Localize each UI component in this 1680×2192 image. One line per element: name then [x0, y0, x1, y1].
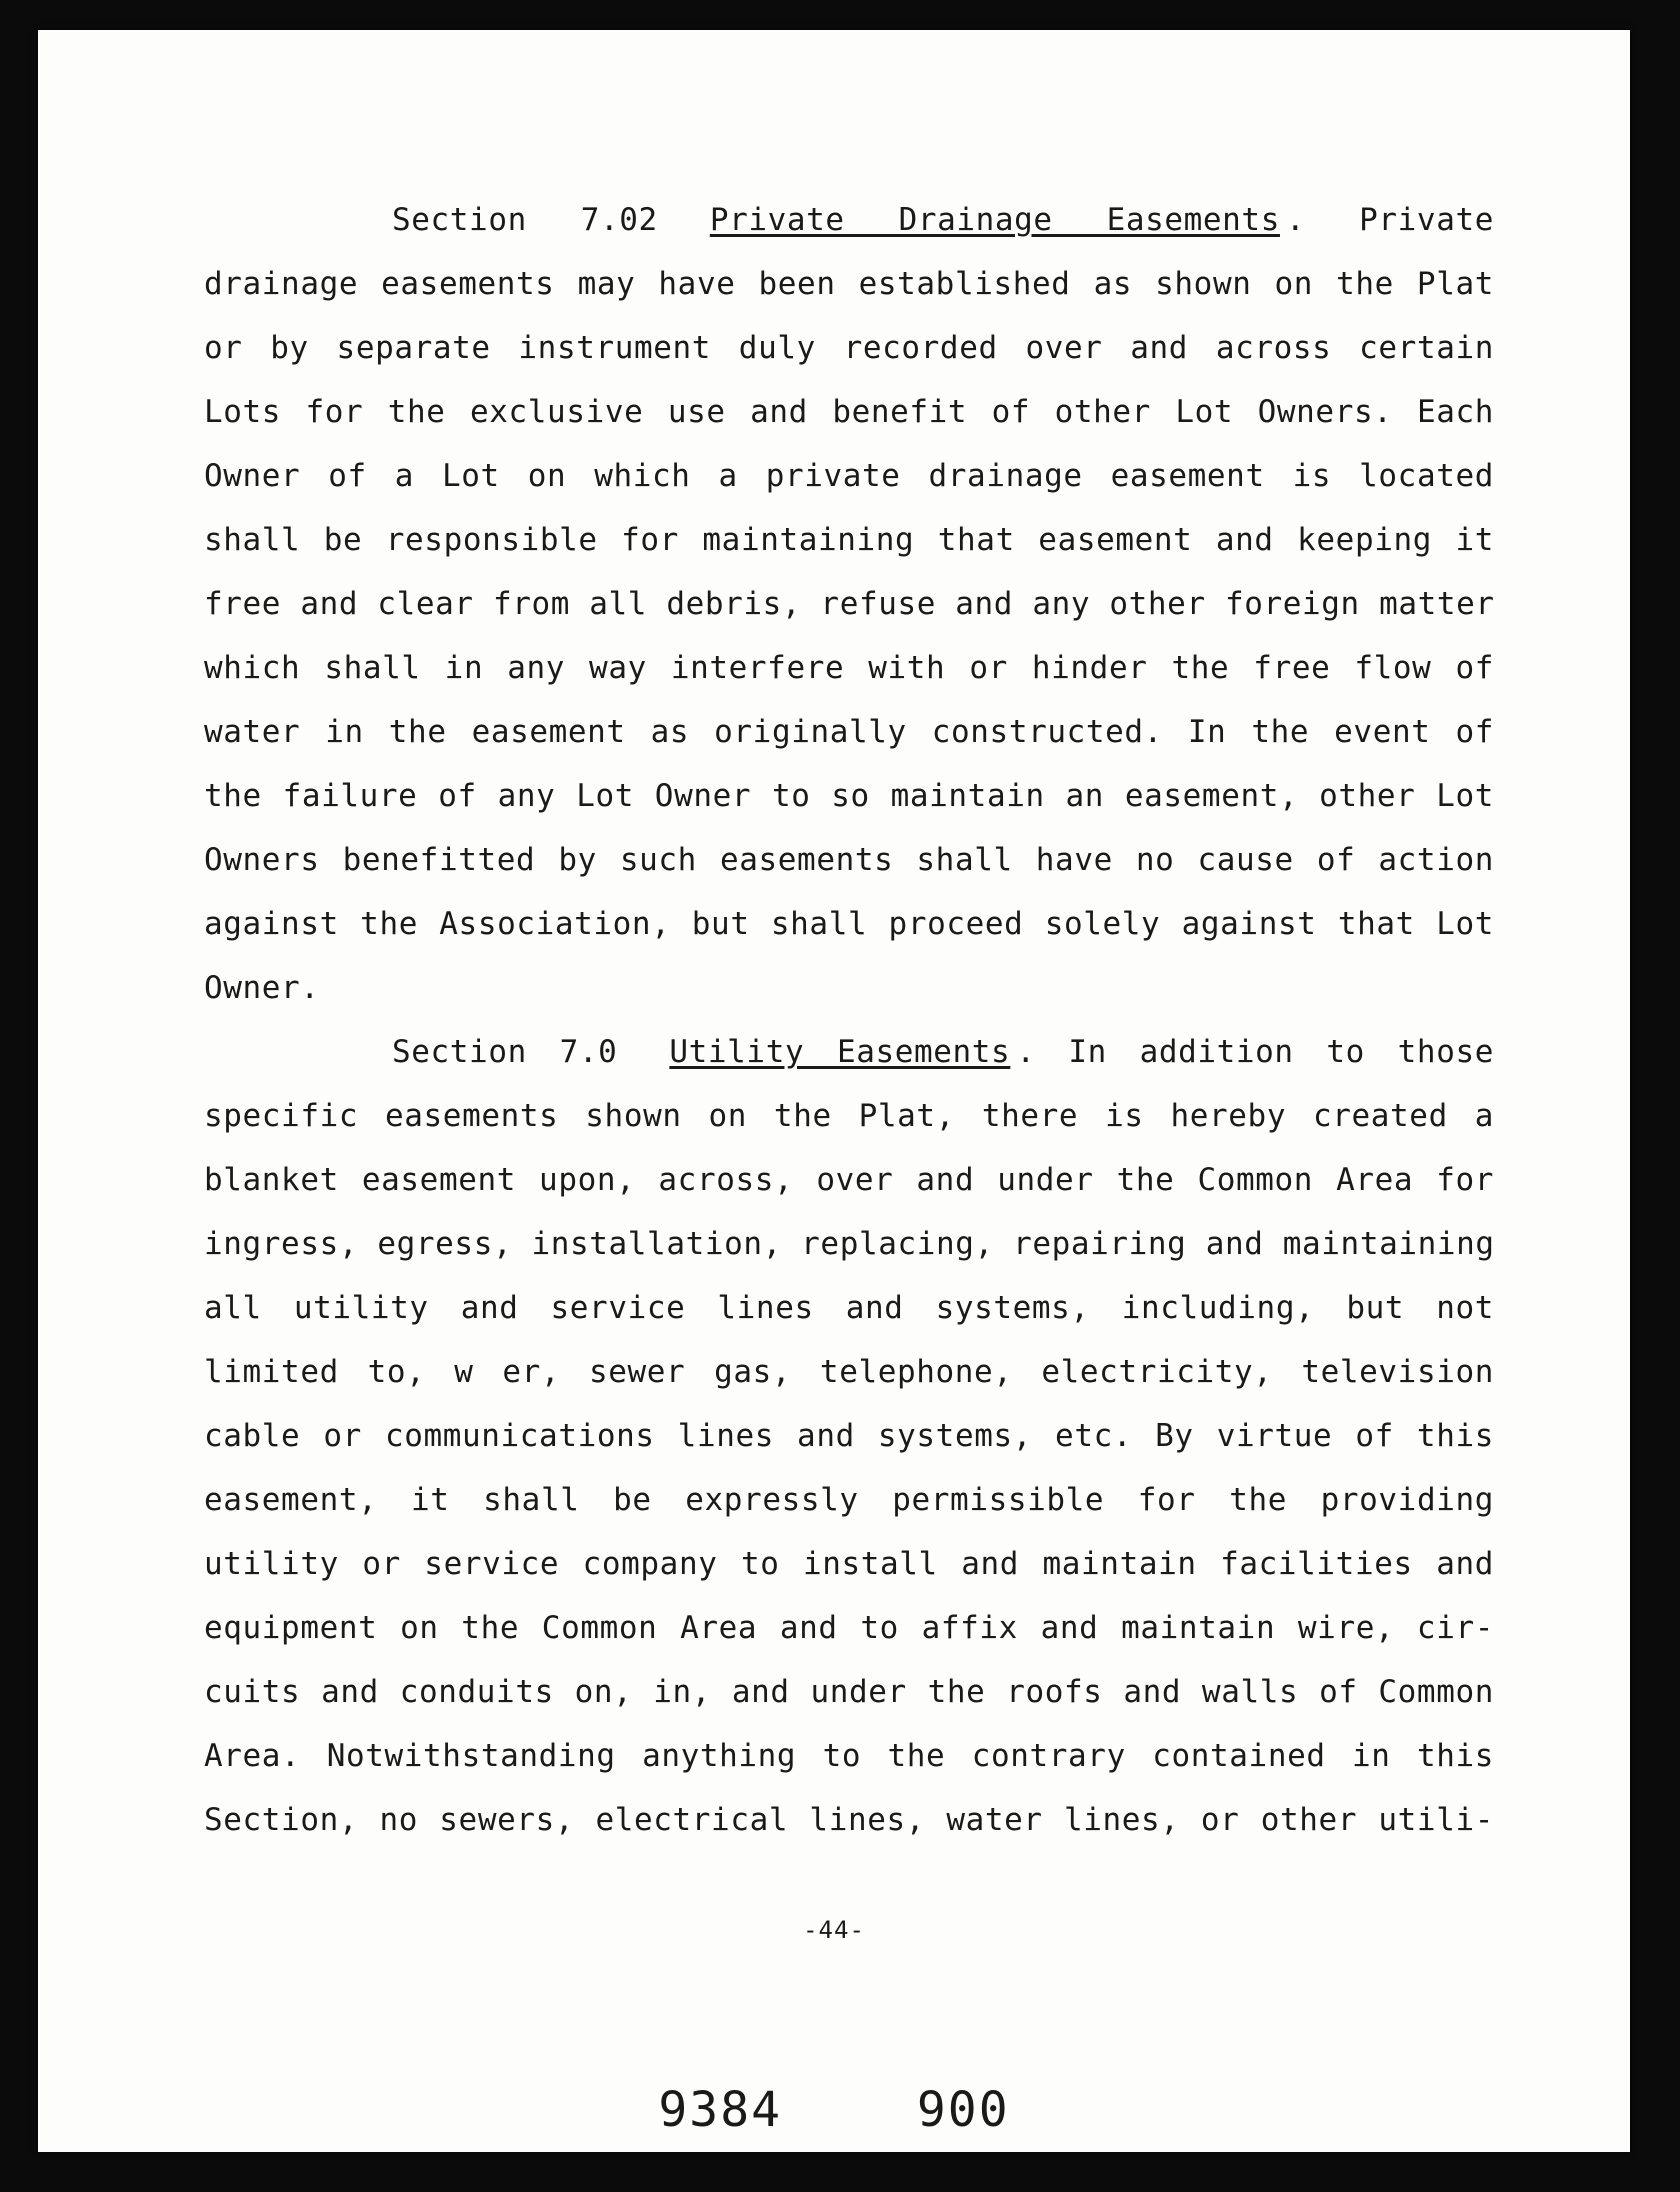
body-text — [204, 188, 1494, 1852]
paragraph-line: Owners benefitted by such easements shall have no cause of action — [204, 842, 1494, 878]
paragraph-line: Section, no sewers, electrical lines, water lines, or other utili- — [204, 1802, 1494, 1838]
page-number: -44- — [803, 1916, 865, 1944]
document-page — [38, 30, 1630, 2152]
doc-number-left: 9384 — [658, 2082, 782, 2138]
paragraph-line: specific easements shown on the Plat, there is hereby created a — [204, 1098, 1494, 1134]
paragraph-line: drainage easements may have been established as shown on the Plat — [204, 266, 1494, 302]
doc-number-right: 900 — [916, 2082, 1010, 2138]
paragraph-line: ingress, egress, installation, replacing, repairing and maintaining — [204, 1226, 1495, 1262]
paragraph-line: water in the easement as originally constructed. In the event of — [204, 714, 1494, 750]
paragraph-line: blanket easement upon, across, over and under the Common Area for — [204, 1162, 1494, 1198]
section-703-title: Utility Easements — [669, 1034, 1011, 1070]
paragraph-line: shall be responsible for maintaining that easement and keeping it — [204, 522, 1494, 558]
paragraph-line: utility or service company to install and maintain facilities and — [204, 1546, 1494, 1582]
paragraph-line: which shall in any way interfere with or hinder the free flow of — [204, 650, 1494, 686]
paragraph-line: against the Association, but shall proceed solely against that Lot — [204, 906, 1494, 942]
section-703-heading-line — [204, 1020, 1494, 1084]
section-702-number: Section 7.02 — [392, 202, 658, 238]
paragraph-line: cable or communications lines and systems, etc. By virtue of this — [204, 1418, 1494, 1454]
section-703-number: Section 7.0 — [392, 1034, 618, 1070]
paragraph-line: Area. Notwithstanding anything to the contrary contained in this — [204, 1738, 1494, 1774]
paragraph-line: all utility and service lines and systems, including, but not — [204, 1290, 1494, 1326]
paragraph-line: limited to, w er, sewer gas, telephone, electricity, television — [204, 1354, 1494, 1390]
paragraph-line: equipment on the Common Area and to affix and maintain wire, cir- — [204, 1610, 1494, 1646]
scan-speck — [18, 630, 24, 636]
paragraph-line: cuits and conduits on, in, and under the roofs and walls of Common — [204, 1674, 1494, 1710]
paragraph-line: the failure of any Lot Owner to so maintain an easement, other Lot — [204, 778, 1494, 814]
section-703-heading-tail: . In addition to those — [1016, 1034, 1494, 1070]
paragraph-line: Owner. — [204, 970, 320, 1006]
document-stamp-numbers — [38, 2082, 1630, 2138]
section-702-title: Private Drainage Easements — [709, 202, 1280, 238]
section-702-heading-line — [204, 188, 1494, 252]
paragraph-line: easement, it shall be expressly permissible for the providing — [204, 1482, 1494, 1518]
section-702-heading-tail: . Private — [1285, 202, 1494, 238]
paragraph-line: Owner of a Lot on which a private drainage easement is located — [204, 458, 1494, 494]
paragraph-line: or by separate instrument duly recorded over and across certain — [204, 330, 1494, 366]
paragraph-line: Lots for the exclusive use and benefit of other Lot Owners. Each — [204, 394, 1494, 430]
paragraph-line: free and clear from all debris, refuse and any other foreign matter — [204, 586, 1495, 622]
